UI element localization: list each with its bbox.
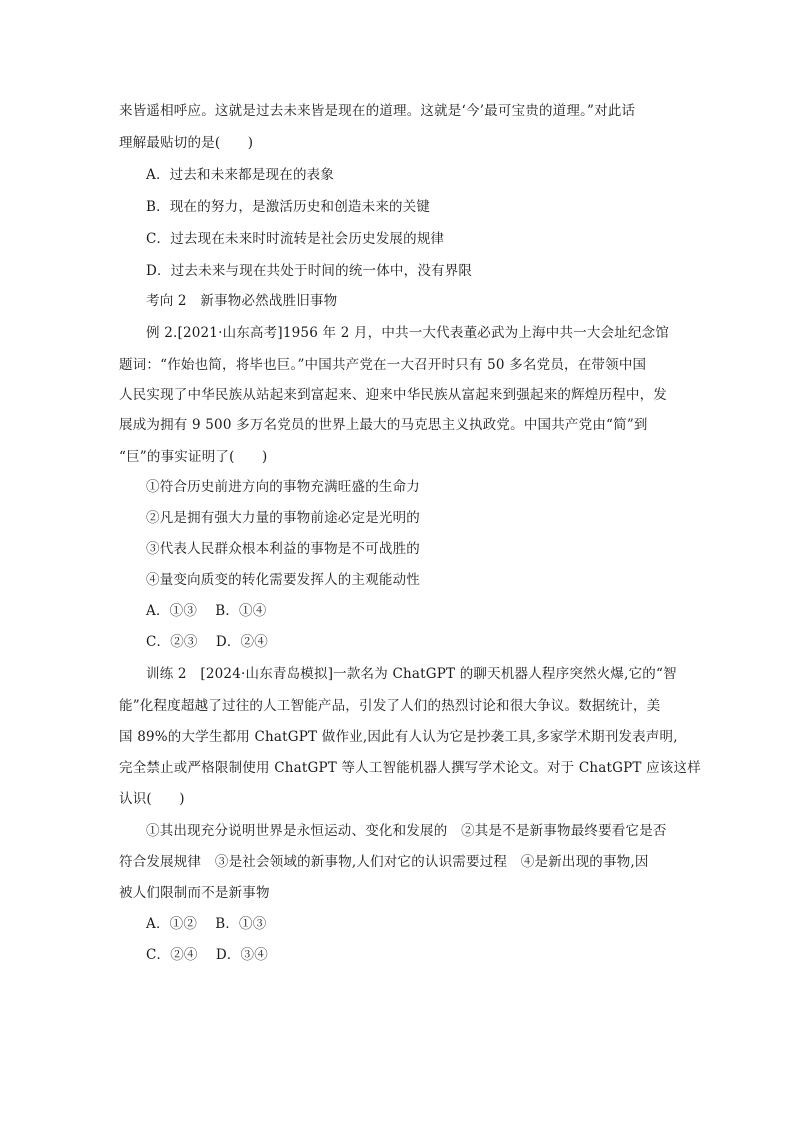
- option-d: D．过去未来与现在共处于时间的统一体中，没有界限: [146, 263, 473, 279]
- example-stem-line: 人民实现了中华民族从站起来到富起来、迎来中华民族从富起来到强起来的辉煌历程中，发: [119, 387, 667, 403]
- option-b: B．现在的努力，是激活历史和创造未来的关键: [146, 199, 431, 215]
- example-statement: ④量变向质变的转化需要发挥人的主观能动性: [146, 572, 420, 588]
- example-stem-line: 例 2.[2021·山东高考]1956 年 2 月，中共一大代表董必武为上海中共一大会址纪念馆: [146, 325, 670, 341]
- training-stem-line: 训练 2 [2024·山东青岛模拟]一款名为 ChatGPT 的聊天机器人程序突然火爆,它的“智: [146, 666, 677, 682]
- training-stem-line: 认识( ): [119, 791, 185, 807]
- example-statement: ②凡是拥有强大力量的事物前途必定是光明的: [146, 510, 420, 526]
- option-a: A．过去和未来都是现在的表象: [146, 167, 335, 183]
- example-statement: ①符合历史前进方向的事物充满旺盛的生命力: [146, 479, 420, 495]
- example-stem-line: 展成为拥有 9 500 多万名党员的世界上最大的马克思主义执政党。中国共产党由“简”到: [119, 417, 648, 433]
- section-heading: 考向 2 新事物必然战胜旧事物: [146, 293, 338, 309]
- example-stem-line: “巨”的事实证明了( ): [119, 449, 268, 465]
- example-choices: A．①③ B．①④: [146, 603, 267, 619]
- training-choices: C．②④ D．③④: [146, 947, 268, 963]
- training-statement: ①其出现充分说明世界是永恒运动、变化和发展的 ②其是不是新事物最终要看它是否: [146, 823, 667, 839]
- question-stem-line: 理解最贴切的是( ): [119, 135, 254, 151]
- question-stem-line: 来皆遥相呼应。这就是过去未来皆是现在的道理。这就是‘今’最可宝贵的道理。”对此话: [119, 103, 636, 119]
- training-stem-line: 国 89%的大学生都用 ChatGPT 做作业,因此有人认为它是抄袭工具,多家学术期刊发表声明,: [119, 729, 678, 745]
- training-statement: 符合发展规律 ③是社会领域的新事物,人们对它的认识需要过程 ④是新出现的事物,因: [119, 854, 649, 870]
- training-stem-line: 能”化程度超越了过往的人工智能产品，引发了人们的热烈讨论和很大争议。数据统计，美: [119, 698, 661, 714]
- example-statement: ③代表人民群众根本利益的事物是不可战胜的: [146, 541, 420, 557]
- training-choices: A．①② B．①③: [146, 916, 267, 932]
- option-c: C．过去现在未来时时流转是社会历史发展的规律: [146, 231, 445, 247]
- example-stem-line: 题词：“作始也简，将毕也巨。”中国共产党在一大召开时只有 50 多名党员，在带领中国: [119, 357, 647, 373]
- example-choices: C．②③ D．②④: [146, 634, 268, 650]
- training-statement: 被人们限制而不是新事物: [119, 885, 270, 901]
- training-stem-line: 完全禁止或严格限制使用 ChatGPT 等人工智能机器人撰写学术论文。对于 ChatGPT 应该这样: [119, 760, 701, 776]
